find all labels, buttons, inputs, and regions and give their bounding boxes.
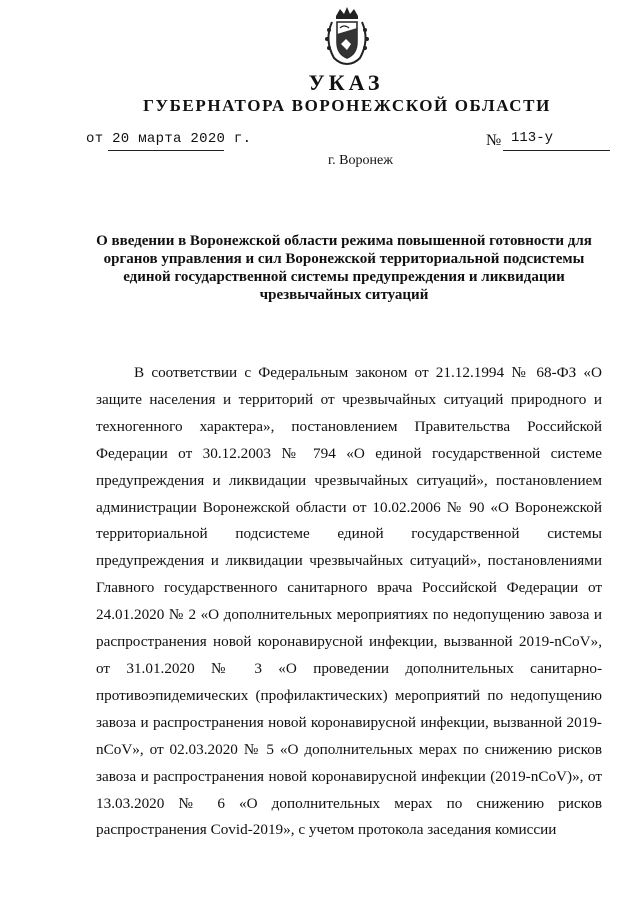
- document-subject: О введении в Воронежской области режима повышенной готовности для органов управления и сил Воронежской территориальной подсистемы единой государственной системы предупреждения и ликвидации чрезвычайных ситуаций: [96, 233, 592, 303]
- date-prefix: от: [86, 131, 104, 147]
- document-body: В соответствии с Федеральным законом от 21.12.1994 № 68-ФЗ «О защите населения и территорий от чрезвычайных ситуаций природного и техногенного характера», постановлением Правительства Российской Федерации от 30.12.2003 № 794 «О единой государственной системе предупреждения и ликвидации чрезвычайных ситуаций», постановлением администрации Воронежской области от 10.02.2006 № 90 «О Воронежской территориальной подсистеме единой государственной системы предупреждения и ликвидации чрезвычайных ситуаций», постановлениями Главного государственного санитарного врача Российской Федерации от 24.01.2020 № 2 «О дополнительных мероприятиях по недопущению завоза и распространения новой коронавирусной инфекции, вызванной 2019-nCoV», от 31.01.2020 № 3 «О проведении дополнительных санитарно-противоэпидемических (профилактических) мероприятий по недопущению завоза и распространения новой коронавирусной инфекции, вызванной 2019-nCoV», от 02.03.2020 № 5 «О дополнительных мерах по снижению рисков завоза и распространения новой коронавирусной инфекции (2019-nCoV)», от 13.03.2020 № 6 «О дополнительных мерах по снижению рисков распространения Covid-2019», с учетом протокола заседания комиссии: [96, 364, 602, 839]
- document-city: г. Воронеж: [328, 153, 393, 168]
- document-number: 113-у: [511, 130, 554, 146]
- document-subtitle: ГУБЕРНАТОРА ВОРОНЕЖСКОЙ ОБЛАСТИ: [143, 96, 551, 115]
- number-underline: [503, 150, 610, 151]
- number-label: №: [486, 132, 502, 149]
- document-date: [86, 131, 251, 147]
- coat-of-arms-icon: [322, 6, 372, 66]
- date-value: 20 марта 2020 г.: [112, 131, 252, 147]
- date-underline: [108, 150, 224, 151]
- document-title: УКАЗ: [308, 70, 384, 95]
